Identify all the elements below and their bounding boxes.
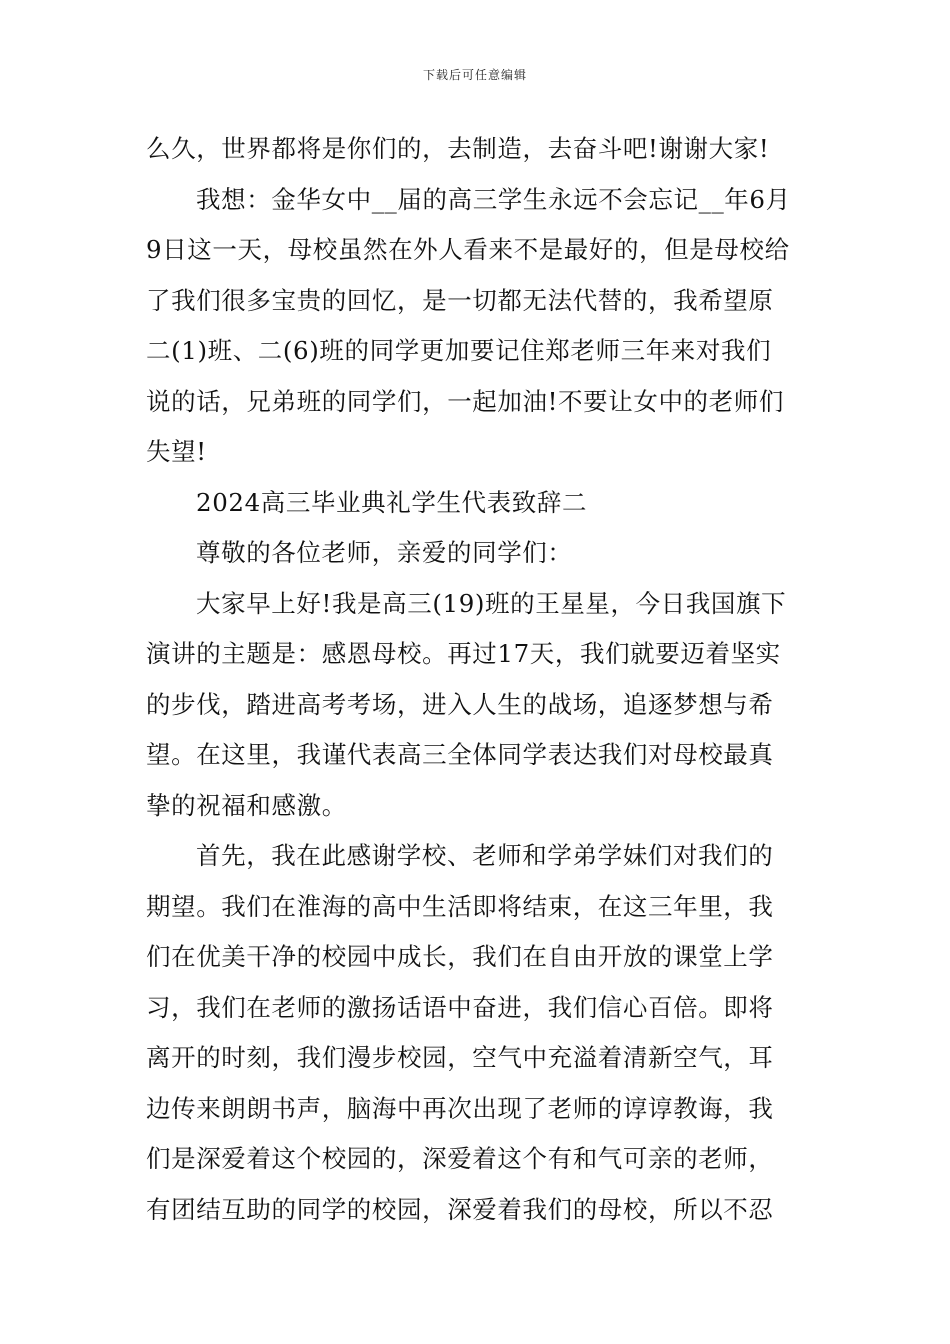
text-line: 们在优美干净的校园中成长，我们在自由开放的课堂上学 [146, 942, 774, 971]
text-line: 我想：金华女中__届的高三学生永远不会忘记__年6月 [196, 184, 791, 214]
salutation: 尊敬的各位老师，亲爱的同学们： [196, 538, 573, 567]
text-line: 9日这一天，母校虽然在外人看来不是最好的，但是母校给 [146, 235, 790, 264]
text-line: 离开的时刻，我们漫步校园，空气中充溢着清新空气，耳 [146, 1043, 774, 1072]
text-line: 望。在这里，我谨代表高三全体同学表达我们对母校最真 [146, 740, 774, 769]
text-line: 边传来朗朗书声，脑海中再次出现了老师的谆谆教诲，我 [146, 1093, 774, 1123]
document-body [146, 124, 808, 1235]
page-header: 下载后可任意编辑 [422, 68, 527, 82]
text-line: 的步伐，踏进高考考场，进入人生的战场，追逐梦想与希 [146, 689, 774, 719]
text-line: 有团结互助的同学的校园，深爱着我们的母校，所以不忍 [146, 1194, 774, 1224]
text-line: 大家早上好!我是高三(19)班的王星星，今日我国旗下 [196, 588, 787, 618]
text-line: 了我们很多宝贵的回忆，是一切都无法代替的，我希望原 [146, 285, 774, 315]
text-line: 失望! [146, 437, 207, 466]
text-line: 首先，我在此感谢学校、老师和学弟学妹们对我们的 [196, 841, 774, 870]
text-line: 们是深爱着这个校园的，深爱着这个有和气可亲的老师， [146, 1144, 774, 1173]
text-line: 说的话，兄弟班的同学们，一起加油!不要让女中的老师们 [146, 386, 784, 416]
text-line: 期望。我们在淮海的高中生活即将结束，在这三年里，我 [146, 891, 774, 921]
text-line: 挚的祝福和感激。 [146, 790, 347, 820]
text-line: 么久，世界都将是你们的，去制造，去奋斗吧!谢谢大家! [146, 134, 770, 163]
text-line: 习，我们在老师的激扬话语中奋进，我们信心百倍。即将 [146, 992, 774, 1022]
text-line: 二(1)班、二(6)班的同学更加要记住郑老师三年来对我们 [146, 336, 772, 365]
text-line: 演讲的主题是：感恩母校。再过17天，我们就要迈着坚实 [146, 639, 781, 668]
section-title: 2024高三毕业典礼学生代表致辞二 [196, 487, 588, 517]
